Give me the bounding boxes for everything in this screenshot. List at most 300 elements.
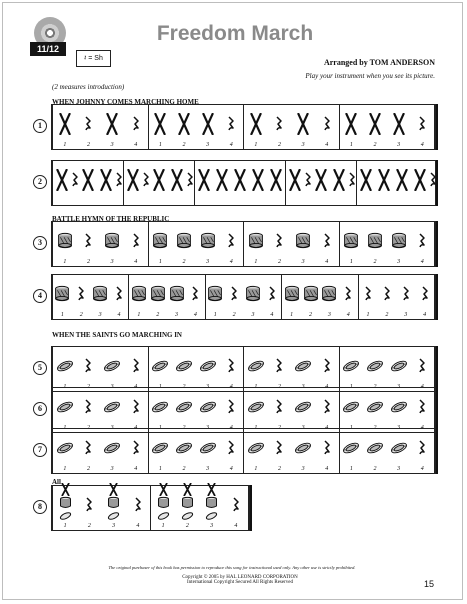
beat bbox=[148, 275, 167, 319]
beat bbox=[124, 105, 148, 149]
measure bbox=[282, 275, 358, 319]
beat bbox=[291, 429, 315, 473]
quarter-rest-icon bbox=[275, 399, 283, 415]
quarter-rest-icon bbox=[323, 233, 331, 249]
beat-number: 3 bbox=[110, 142, 114, 148]
beat-number: 1 bbox=[158, 466, 162, 472]
tambourine-icon bbox=[247, 355, 265, 377]
copyright-block bbox=[150, 575, 330, 585]
measure bbox=[340, 429, 436, 473]
beat bbox=[348, 161, 356, 205]
measure bbox=[244, 222, 340, 266]
barline bbox=[250, 485, 252, 531]
beat-number: 1 bbox=[158, 142, 162, 148]
beat bbox=[224, 486, 248, 530]
beat-number: 2 bbox=[277, 466, 281, 472]
rhythm-sticks-icon bbox=[249, 169, 267, 191]
beat-number: 2 bbox=[156, 312, 160, 318]
beat bbox=[291, 388, 315, 432]
beat bbox=[340, 429, 364, 473]
quarter-rest-icon bbox=[84, 116, 92, 132]
rhythm-sticks-icon bbox=[312, 169, 330, 191]
measure bbox=[149, 388, 245, 432]
beat bbox=[129, 275, 148, 319]
rhythm-sticks-icon bbox=[366, 113, 384, 135]
drum-icon bbox=[175, 230, 193, 252]
beat bbox=[340, 388, 364, 432]
drum-icon bbox=[168, 283, 186, 305]
beat bbox=[77, 429, 101, 473]
beat bbox=[387, 429, 411, 473]
beat bbox=[151, 486, 175, 530]
beat bbox=[79, 161, 97, 205]
beat-number: 3 bbox=[301, 425, 305, 431]
quarter-rest-icon bbox=[77, 286, 85, 302]
beat-number: 1 bbox=[349, 259, 353, 265]
beat bbox=[410, 222, 434, 266]
beat bbox=[150, 161, 168, 205]
all-instruments-icon bbox=[59, 487, 72, 522]
beat-number: 3 bbox=[112, 523, 116, 529]
measure bbox=[53, 161, 124, 205]
beat-number: 4 bbox=[229, 259, 233, 265]
measure bbox=[53, 347, 149, 391]
beat bbox=[315, 222, 339, 266]
measure bbox=[53, 105, 149, 149]
beat bbox=[219, 429, 243, 473]
beat bbox=[249, 161, 267, 205]
beat-number: 1 bbox=[349, 384, 353, 390]
beat-number: 4 bbox=[420, 259, 424, 265]
beat-number: 2 bbox=[385, 312, 389, 318]
beat-number: 2 bbox=[373, 384, 377, 390]
beat-number: 3 bbox=[110, 384, 114, 390]
rhythm-sticks-icon bbox=[150, 169, 168, 191]
drum-icon bbox=[53, 283, 71, 305]
measure bbox=[244, 388, 340, 432]
staff-line-4 bbox=[51, 274, 436, 320]
beat-number: 1 bbox=[366, 312, 370, 318]
beat bbox=[387, 222, 411, 266]
beat bbox=[330, 161, 348, 205]
beat-number: 4 bbox=[325, 142, 329, 148]
all-instruments-icon bbox=[181, 487, 194, 522]
staff-line-8 bbox=[51, 485, 250, 531]
beat-number: 3 bbox=[98, 312, 102, 318]
beat-number: 2 bbox=[86, 466, 90, 472]
page-title: Freedom March bbox=[156, 22, 314, 45]
section-heading-battle: BATTLE HYMN OF THE REPUBLIC bbox=[52, 215, 170, 223]
beat bbox=[219, 388, 243, 432]
measure bbox=[149, 347, 245, 391]
beat bbox=[97, 161, 115, 205]
beat bbox=[172, 388, 196, 432]
beat bbox=[320, 275, 339, 319]
beat bbox=[53, 161, 71, 205]
drum-icon bbox=[283, 283, 301, 305]
beat bbox=[53, 388, 77, 432]
all-instruments-icon bbox=[205, 487, 218, 522]
barline bbox=[436, 160, 438, 206]
beat-number: 3 bbox=[327, 312, 331, 318]
beat bbox=[196, 105, 220, 149]
beat bbox=[206, 275, 225, 319]
beat-number: 2 bbox=[79, 312, 83, 318]
beat bbox=[375, 161, 393, 205]
beat-number: 2 bbox=[182, 466, 186, 472]
measure bbox=[53, 429, 149, 473]
beat-number: 1 bbox=[60, 312, 64, 318]
beat-number: 1 bbox=[213, 312, 217, 318]
beat bbox=[100, 222, 124, 266]
beat bbox=[186, 161, 194, 205]
beat-number: 1 bbox=[161, 523, 165, 529]
beat bbox=[219, 222, 243, 266]
tambourine-icon bbox=[366, 396, 384, 418]
beat-number: 2 bbox=[185, 523, 189, 529]
copyright-line-1: Copyright © 2005 by HAL LEONARD CORPORATION bbox=[182, 575, 298, 580]
tambourine-icon bbox=[366, 437, 384, 459]
beat bbox=[410, 429, 434, 473]
beat-number: 1 bbox=[63, 142, 67, 148]
quarter-rest-icon bbox=[132, 399, 140, 415]
beat-number: 4 bbox=[325, 466, 329, 472]
beat bbox=[186, 275, 205, 319]
beat-number: 3 bbox=[175, 312, 179, 318]
beat bbox=[340, 222, 364, 266]
beat-number: 1 bbox=[137, 312, 141, 318]
drum-icon bbox=[206, 283, 224, 305]
tambourine-icon bbox=[390, 437, 408, 459]
rhythm-sticks-icon bbox=[168, 169, 186, 191]
tambourine-icon bbox=[366, 355, 384, 377]
quarter-rest-icon bbox=[84, 233, 92, 249]
quarter-rest-icon bbox=[132, 358, 140, 374]
beat-number: 2 bbox=[373, 466, 377, 472]
beat bbox=[359, 275, 378, 319]
beat-number: 2 bbox=[86, 425, 90, 431]
beat-number: 4 bbox=[420, 142, 424, 148]
beat bbox=[77, 347, 101, 391]
measure bbox=[124, 161, 195, 205]
quarter-rest-icon bbox=[323, 116, 331, 132]
beat bbox=[213, 161, 231, 205]
quarter-rest-icon bbox=[132, 440, 140, 456]
beat bbox=[219, 347, 243, 391]
staff-line-7 bbox=[51, 428, 436, 474]
beat-number: 2 bbox=[182, 384, 186, 390]
beat-number: 4 bbox=[117, 312, 121, 318]
beat-number: 1 bbox=[63, 259, 67, 265]
drum-icon bbox=[149, 283, 167, 305]
beat-number: 4 bbox=[325, 259, 329, 265]
quarter-rest-icon bbox=[84, 358, 92, 374]
beat bbox=[53, 275, 72, 319]
intro-note: (2 measures introduction) bbox=[52, 83, 125, 91]
beat bbox=[124, 161, 142, 205]
beat-number: 3 bbox=[301, 259, 305, 265]
beat-number: 4 bbox=[420, 425, 424, 431]
tambourine-icon bbox=[390, 396, 408, 418]
rhythm-sticks-icon bbox=[286, 169, 304, 191]
beat bbox=[172, 429, 196, 473]
measure bbox=[340, 222, 436, 266]
quarter-rest-icon bbox=[344, 286, 352, 302]
beat bbox=[110, 275, 129, 319]
beat-number: 1 bbox=[290, 312, 294, 318]
tambourine-icon bbox=[175, 355, 193, 377]
rhythm-sticks-icon bbox=[294, 113, 312, 135]
quarter-rest-icon bbox=[84, 440, 92, 456]
beat-number: 4 bbox=[193, 312, 197, 318]
beat-number: 2 bbox=[182, 425, 186, 431]
beat-number: 1 bbox=[254, 425, 258, 431]
staff-line-1 bbox=[51, 104, 436, 150]
measure bbox=[286, 161, 357, 205]
beat-number: 3 bbox=[397, 142, 401, 148]
beat bbox=[315, 347, 339, 391]
quarter-rest-icon bbox=[402, 286, 410, 302]
beat bbox=[53, 486, 77, 530]
measure bbox=[244, 105, 340, 149]
rhythm-sticks-icon bbox=[199, 113, 217, 135]
measure bbox=[129, 275, 205, 319]
beat bbox=[291, 222, 315, 266]
quarter-rest-icon bbox=[275, 116, 283, 132]
beat bbox=[363, 429, 387, 473]
quarter-rest-icon bbox=[191, 286, 199, 302]
line-number-8: 8 bbox=[33, 500, 47, 514]
tambourine-icon bbox=[199, 355, 217, 377]
rhythm-sticks-icon bbox=[56, 113, 74, 135]
tambourine-icon bbox=[103, 355, 121, 377]
staff-line-5 bbox=[51, 346, 436, 392]
beat bbox=[357, 161, 375, 205]
measure bbox=[53, 486, 151, 530]
beat-number: 3 bbox=[110, 425, 114, 431]
rest-legend-text: = Sh bbox=[88, 55, 103, 62]
beat-number: 4 bbox=[423, 312, 427, 318]
beat bbox=[149, 429, 173, 473]
beat-number: 3 bbox=[206, 466, 210, 472]
rhythm-sticks-icon bbox=[195, 169, 213, 191]
quarter-rest-icon bbox=[232, 497, 240, 513]
beat bbox=[291, 347, 315, 391]
tambourine-icon bbox=[103, 396, 121, 418]
drum-icon bbox=[247, 230, 265, 252]
beat-number: 3 bbox=[397, 466, 401, 472]
beat-number: 4 bbox=[325, 384, 329, 390]
beat bbox=[196, 429, 220, 473]
beat-number: 4 bbox=[134, 259, 138, 265]
tambourine-icon bbox=[151, 355, 169, 377]
tambourine-icon bbox=[342, 355, 360, 377]
beat bbox=[100, 105, 124, 149]
quarter-rest-icon bbox=[71, 172, 79, 188]
quarter-rest-icon bbox=[230, 286, 238, 302]
beat bbox=[115, 161, 123, 205]
tambourine-icon bbox=[175, 396, 193, 418]
quarter-rest-icon bbox=[142, 172, 150, 188]
drum-icon bbox=[91, 283, 109, 305]
beat-number: 1 bbox=[158, 425, 162, 431]
beat bbox=[363, 105, 387, 149]
quarter-rest-icon bbox=[227, 116, 235, 132]
beat bbox=[172, 105, 196, 149]
beat-number: 1 bbox=[254, 259, 258, 265]
beat-number: 1 bbox=[349, 425, 353, 431]
beat bbox=[195, 161, 213, 205]
measure bbox=[357, 161, 438, 205]
rhythm-sticks-icon bbox=[267, 169, 285, 191]
beat bbox=[396, 275, 415, 319]
rhythm-sticks-icon bbox=[375, 169, 393, 191]
quarter-rest-icon bbox=[418, 233, 426, 249]
beat bbox=[410, 388, 434, 432]
beat bbox=[172, 347, 196, 391]
beat bbox=[244, 429, 268, 473]
beat bbox=[244, 347, 268, 391]
rhythm-sticks-icon bbox=[124, 169, 142, 191]
beat bbox=[175, 486, 199, 530]
tambourine-icon bbox=[151, 437, 169, 459]
beat bbox=[315, 105, 339, 149]
beat bbox=[410, 105, 434, 149]
quarter-rest-icon bbox=[348, 172, 356, 188]
beat bbox=[339, 275, 358, 319]
beat-number: 2 bbox=[232, 312, 236, 318]
beat bbox=[244, 105, 268, 149]
staff-line-6 bbox=[51, 387, 436, 433]
beat-number: 4 bbox=[134, 466, 138, 472]
rest-legend bbox=[76, 50, 111, 67]
quarter-rest-icon bbox=[115, 172, 123, 188]
rhythm-sticks-icon bbox=[231, 169, 249, 191]
beat bbox=[72, 275, 91, 319]
tambourine-icon bbox=[247, 396, 265, 418]
measure bbox=[206, 275, 282, 319]
drum-icon bbox=[244, 283, 262, 305]
rhythm-sticks-icon bbox=[390, 113, 408, 135]
line-number-4: 4 bbox=[33, 289, 47, 303]
tambourine-icon bbox=[390, 355, 408, 377]
beat bbox=[387, 105, 411, 149]
beat bbox=[262, 275, 281, 319]
beat bbox=[291, 105, 315, 149]
beat bbox=[393, 161, 411, 205]
tambourine-icon bbox=[342, 437, 360, 459]
quarter-rest-icon bbox=[115, 286, 123, 302]
beat-number: 4 bbox=[420, 384, 424, 390]
beat-number: 3 bbox=[206, 425, 210, 431]
measure bbox=[244, 429, 340, 473]
beat bbox=[168, 161, 186, 205]
section-heading-saints: WHEN THE SAINTS GO MARCHING IN bbox=[52, 331, 182, 339]
drum-icon bbox=[130, 283, 148, 305]
beat bbox=[196, 222, 220, 266]
beat bbox=[363, 347, 387, 391]
quarter-rest-icon bbox=[275, 440, 283, 456]
staff-line-2 bbox=[51, 160, 436, 206]
beat bbox=[363, 222, 387, 266]
beat bbox=[126, 486, 150, 530]
beat-number: 1 bbox=[254, 466, 258, 472]
beat-number: 4 bbox=[134, 384, 138, 390]
quarter-rest-icon: 𝄽 bbox=[84, 55, 87, 62]
beat-number: 1 bbox=[158, 384, 162, 390]
line-number-3: 3 bbox=[33, 236, 47, 250]
all-instruments-icon bbox=[157, 487, 170, 522]
quarter-rest-icon bbox=[323, 440, 331, 456]
section-heading-johnny: WHEN JOHNNY COMES MARCHING HOME bbox=[52, 98, 199, 106]
beat bbox=[124, 388, 148, 432]
beat-number: 4 bbox=[420, 466, 424, 472]
quarter-rest-icon bbox=[132, 116, 140, 132]
barline bbox=[436, 104, 438, 150]
beat-number: 2 bbox=[277, 384, 281, 390]
beat-number: 3 bbox=[110, 259, 114, 265]
quarter-rest-icon bbox=[275, 233, 283, 249]
beat bbox=[387, 347, 411, 391]
beat bbox=[100, 347, 124, 391]
rhythm-sticks-icon bbox=[151, 113, 169, 135]
beat bbox=[200, 486, 224, 530]
quarter-rest-icon bbox=[418, 358, 426, 374]
beat-number: 4 bbox=[270, 312, 274, 318]
line-number-2: 2 bbox=[33, 175, 47, 189]
beat bbox=[268, 105, 292, 149]
beat-number: 1 bbox=[254, 384, 258, 390]
beat bbox=[244, 388, 268, 432]
beat bbox=[149, 222, 173, 266]
beat-number: 2 bbox=[86, 259, 90, 265]
beat-number: 3 bbox=[206, 142, 210, 148]
beat-number: 4 bbox=[346, 312, 350, 318]
measure bbox=[53, 388, 149, 432]
beat bbox=[415, 275, 434, 319]
beat-number: 4 bbox=[325, 425, 329, 431]
beat-number: 4 bbox=[229, 384, 233, 390]
quarter-rest-icon bbox=[84, 399, 92, 415]
quarter-rest-icon bbox=[186, 172, 194, 188]
drum-icon bbox=[103, 230, 121, 252]
beat-number: 2 bbox=[182, 142, 186, 148]
beat bbox=[315, 388, 339, 432]
barline bbox=[436, 387, 438, 433]
beat-number: 2 bbox=[86, 142, 90, 148]
line-number-6: 6 bbox=[33, 402, 47, 416]
beat bbox=[172, 222, 196, 266]
tambourine-icon bbox=[56, 396, 74, 418]
measure bbox=[244, 347, 340, 391]
drum-icon bbox=[56, 230, 74, 252]
measure bbox=[149, 222, 245, 266]
beat bbox=[340, 105, 364, 149]
beat-number: 4 bbox=[234, 523, 238, 529]
page-number: 15 bbox=[424, 579, 435, 589]
all-instruments-icon bbox=[107, 487, 120, 522]
quarter-rest-icon bbox=[418, 116, 426, 132]
beat-number: 4 bbox=[229, 425, 233, 431]
line-number-7: 7 bbox=[33, 443, 47, 457]
beat-number: 2 bbox=[373, 259, 377, 265]
beat-number: 3 bbox=[206, 259, 210, 265]
quarter-rest-icon bbox=[421, 286, 429, 302]
instruction-text: Play your instrument when you see its picture. bbox=[305, 72, 435, 80]
tambourine-icon bbox=[199, 396, 217, 418]
quarter-rest-icon bbox=[227, 358, 235, 374]
tambourine-icon bbox=[56, 437, 74, 459]
